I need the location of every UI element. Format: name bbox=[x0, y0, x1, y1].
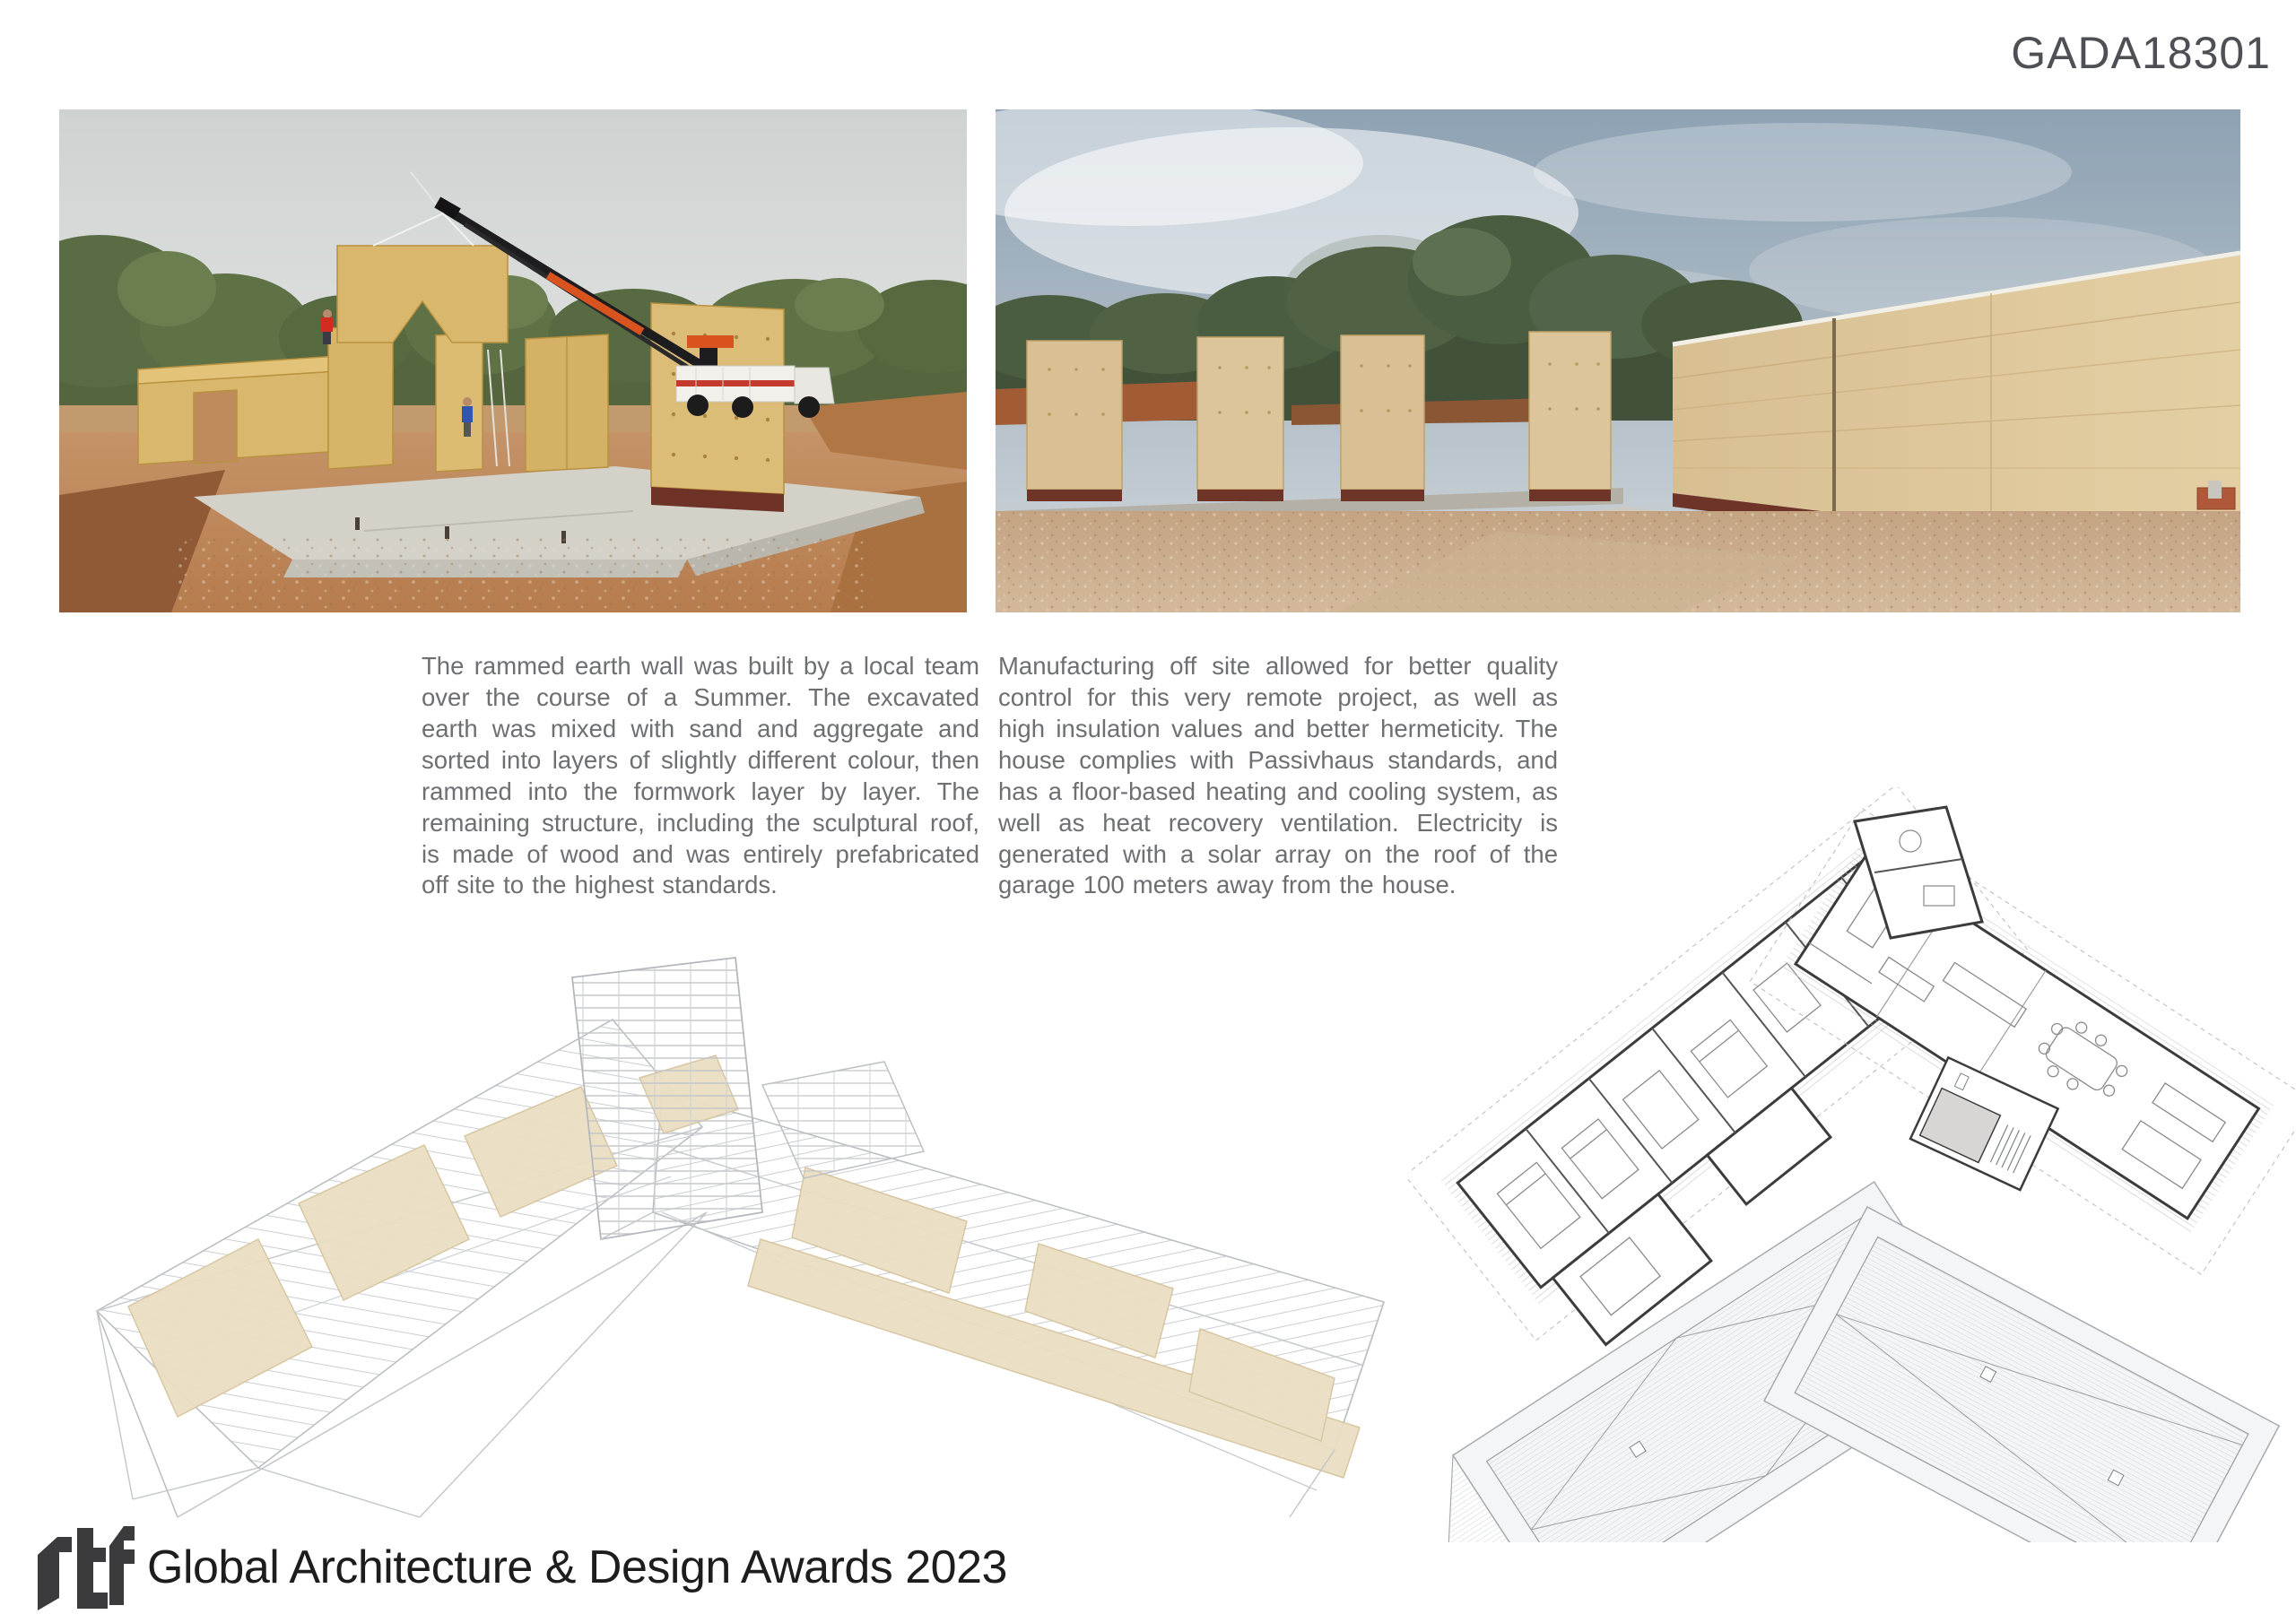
gravel-foreground bbox=[996, 511, 2240, 612]
plans-drawing bbox=[1408, 787, 2296, 1542]
roof-plan-right-wing bbox=[1764, 1207, 2279, 1542]
footer bbox=[34, 1521, 1007, 1614]
gravel-speckle bbox=[176, 538, 875, 612]
rammed-earth-walls-photo bbox=[996, 109, 2240, 612]
axonometric-structure-drawing bbox=[43, 943, 1410, 1535]
entry-code: GADA18301 bbox=[2011, 28, 2271, 78]
construction-photo bbox=[59, 109, 967, 612]
award-title: Global Architecture & Design Awards 2023 bbox=[147, 1541, 1007, 1593]
paragraph-offsite: Manufacturing off site allowed for better quality control for this very remote project, as well as high insulation values and better hermeticity. The house complies with Passivhaus standards, and has a floor-based heating and cooling system, as well as heat recovery ventilation. Electricity is generated with a solar array on the roof of the garage 100 meters away from the house. bbox=[998, 652, 1558, 899]
paragraph-rammed-earth: The rammed earth wall was built by a local team over the course of a Summer. The excavated earth was mixed with sand and aggregate and sorted into layers of slightly different colour, then rammed into the formwork layer by layer. The remaining structure, including the sculptural roof, is made of wood and was entirely prefabricated off site to the highest standards. bbox=[422, 652, 979, 899]
rtf-logo-icon bbox=[34, 1523, 135, 1612]
